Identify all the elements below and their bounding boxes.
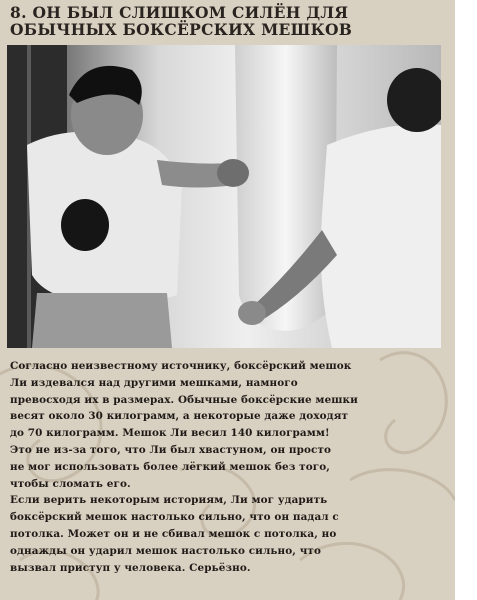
body-line: Если верить некоторым историям, Ли мог ударить [10, 494, 328, 507]
body-line: боксёрский мешок настолько сильно, что он падал с [10, 511, 339, 524]
body-line: потолка. Может он и не сбивал мешок с потолка, но [10, 527, 337, 540]
photo-bruce-lee-punching-bag [7, 45, 441, 348]
body-line: Ли издевался над другими мешками, намного [10, 376, 298, 389]
body-line: до 70 килограмм. Мешок Ли весил 140 килограмм! [10, 427, 330, 440]
headline [10, 4, 450, 38]
body-line: чтобы сломать его. [10, 477, 131, 490]
headline-line-2: ОБЫЧНЫХ БОКСЁРСКИХ МЕШКОВ [10, 20, 353, 39]
body-line: не мог использовать более лёгкий мешок без того, [10, 460, 330, 473]
body-line: однажды он ударил мешок настолько сильно, что [10, 544, 321, 557]
body-line: весят около 30 килограмм, а некоторые даже доходят [10, 410, 349, 423]
body-line: превосходя их в размерах. Обычные боксёрские мешки [10, 393, 358, 406]
body-line: Это не из-за того, что Ли был хвастуном, он просто [10, 443, 332, 456]
headline-line-1: 8. ОН БЫЛ СЛИШКОМ СИЛЁН ДЛЯ [10, 3, 349, 22]
body-line: вызвал приступ у человека. Серьёзно. [10, 561, 251, 574]
body-line: Согласно неизвестному источнику, боксёрский мешок [10, 360, 352, 372]
article-body [10, 358, 446, 576]
